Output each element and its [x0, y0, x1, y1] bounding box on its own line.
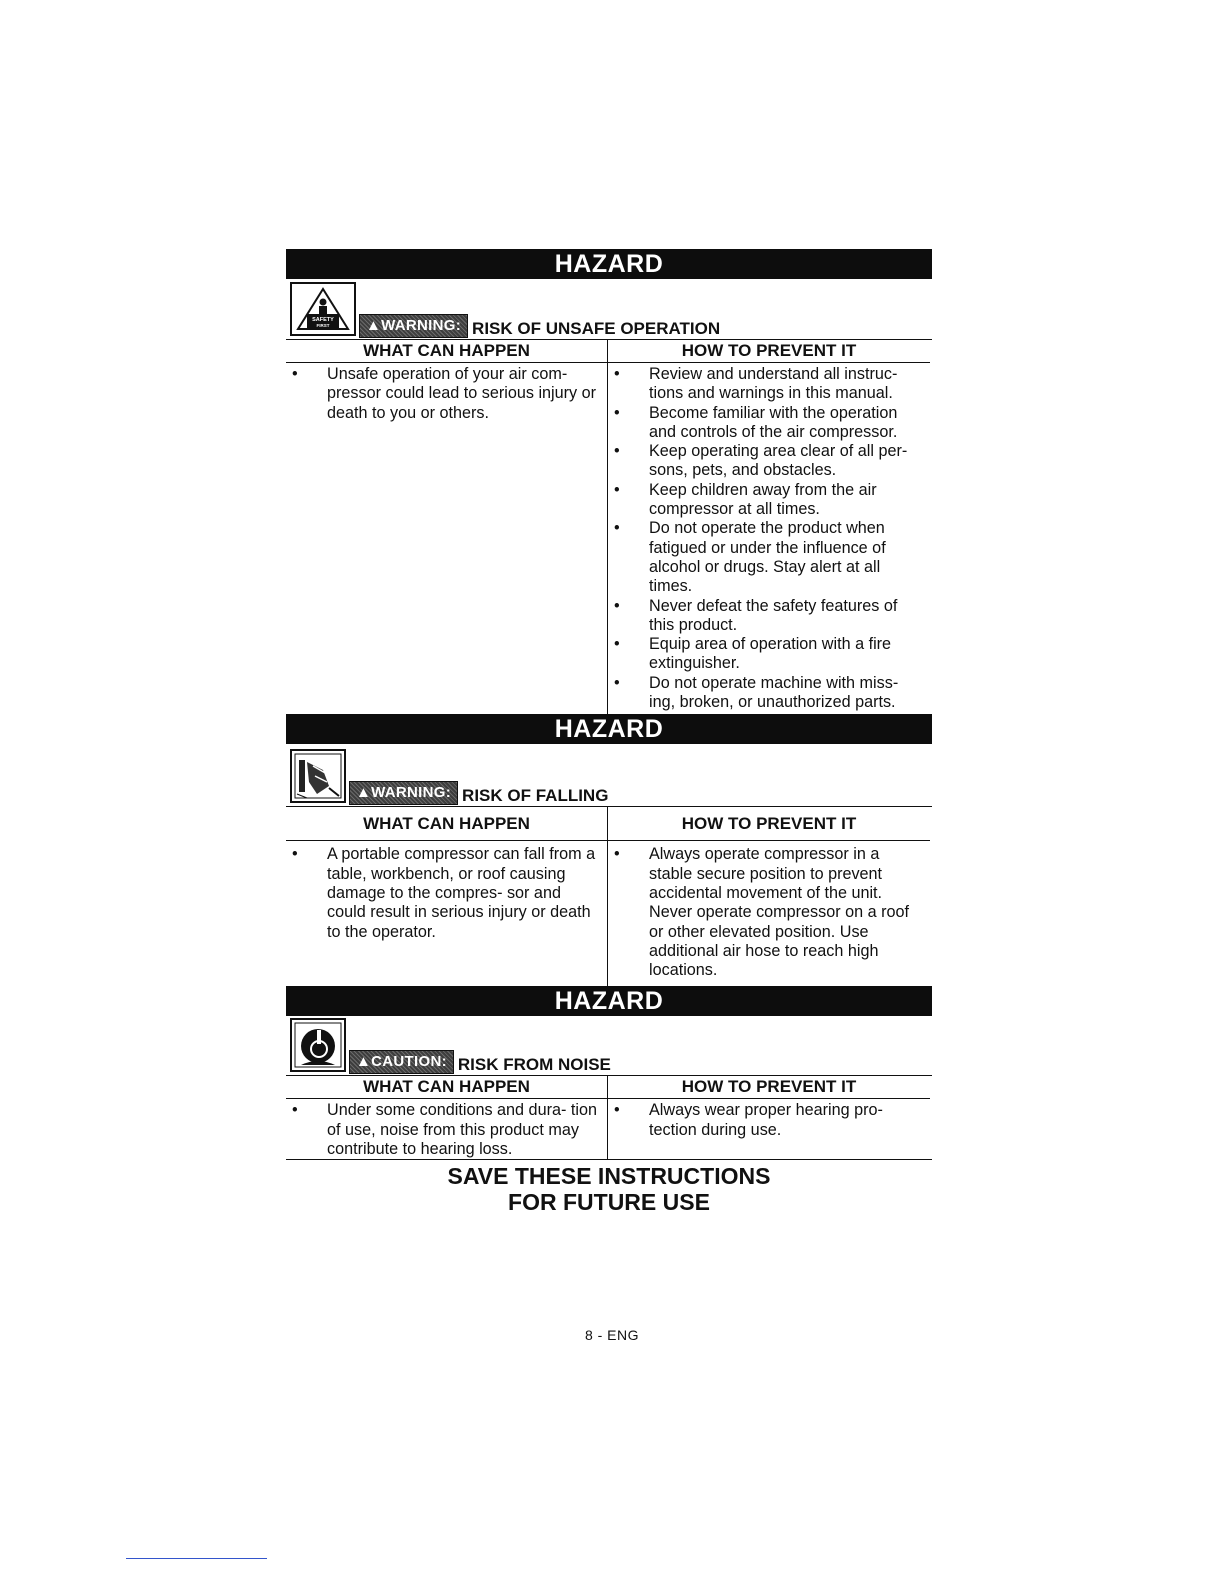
hazard-table: [286, 1076, 932, 1160]
risk-header: [286, 1016, 932, 1076]
save-instructions-line1: SAVE THESE INSTRUCTIONS: [447, 1163, 771, 1190]
how-to-prevent-column: [608, 1076, 930, 1159]
safety-text: SAFETY: [312, 317, 334, 323]
what-can-happen-column: [286, 807, 608, 986]
warning-signal-word: ▲WARNING:: [349, 781, 458, 805]
list-item: • Never defeat the safety features of this product.: [614, 596, 898, 634]
caution-signal-word: ▲CAUTION:: [349, 1050, 454, 1074]
hazard-table: [286, 340, 932, 714]
footer-link-underline: [126, 1558, 267, 1559]
risk-title: RISK OF UNSAFE OPERATION: [472, 319, 721, 338]
how-to-prevent-header: HOW TO PREVENT IT: [608, 1076, 930, 1099]
list-item: • Keep operating area clear of all per- sons, pets, and obstacles.: [614, 442, 908, 480]
page-number: 8 - ENG: [584, 1327, 640, 1343]
how-to-prevent-column: [608, 340, 930, 714]
safety-first-icon: [290, 282, 356, 336]
risk-label: [349, 781, 608, 805]
safety-page: [286, 249, 932, 1215]
what-can-happen-header: WHAT CAN HAPPEN: [286, 807, 607, 841]
what-can-happen-column: [286, 1076, 608, 1159]
hazard-banner: HAZARD: [286, 986, 932, 1016]
list-item: • Do not operate machine with miss- ing, broken, or unauthorized parts.: [614, 673, 899, 712]
risk-label: [349, 1050, 611, 1074]
how-to-prevent-header: HOW TO PREVENT IT: [608, 340, 930, 363]
hearing-protection-icon: [290, 1018, 346, 1072]
list-item: • Always wear proper hearing pro- tection during use.: [614, 1101, 883, 1139]
save-instructions-line2: FOR FUTURE USE: [508, 1189, 710, 1216]
list-item: • Keep children away from the air compressor at all times.: [614, 480, 877, 519]
list-item: • Always operate compressor in a stable secure position to prevent accidental movement of the unit. Never operate compressor on a roof or other elevated position. Use additional air hose to reach high locations.: [614, 845, 910, 980]
what-can-happen-header: WHAT CAN HAPPEN: [286, 340, 607, 363]
risk-title: RISK FROM NOISE: [457, 1055, 611, 1075]
risk-header: [286, 744, 932, 807]
warning-signal-word: ▲WARNING:: [359, 314, 468, 338]
list-item: • Under some conditions and dura- tion of use, noise from this product may contribute to hearing loss.: [292, 1101, 597, 1159]
how-to-prevent-header: HOW TO PREVENT IT: [608, 807, 930, 841]
how-to-prevent-column: [608, 807, 930, 986]
list-item: • Equip area of operation with a fire extinguisher.: [614, 635, 892, 673]
first-text: FIRST: [316, 323, 330, 328]
list-item: • Unsafe operation of your air com- pressor could lead to serious injury or death to you or others.: [292, 365, 597, 422]
risk-label: [359, 314, 720, 338]
list-item: • A portable compressor can fall from a table, workbench, or roof causing damage to the compres- sor and could result in serious injury or death to the operator.: [292, 845, 596, 941]
what-can-happen-column: [286, 340, 608, 714]
risk-title: RISK OF FALLING: [462, 786, 609, 806]
what-can-happen-header: WHAT CAN HAPPEN: [286, 1076, 607, 1099]
list-item: • Become familiar with the operation and controls of the air compressor.: [614, 403, 898, 441]
list-item: • Review and understand all instruc- tions and warnings in this manual.: [614, 365, 898, 403]
risk-header: [286, 279, 932, 340]
hazard-table: [286, 807, 932, 986]
falling-hazard-icon: [290, 749, 346, 803]
hazard-banner: HAZARD: [286, 249, 932, 279]
hazard-banner: HAZARD: [286, 714, 932, 744]
list-item: • Do not operate the product when fatigued or under the influence of alcohol or drugs. Stay alert at all times.: [614, 519, 886, 596]
